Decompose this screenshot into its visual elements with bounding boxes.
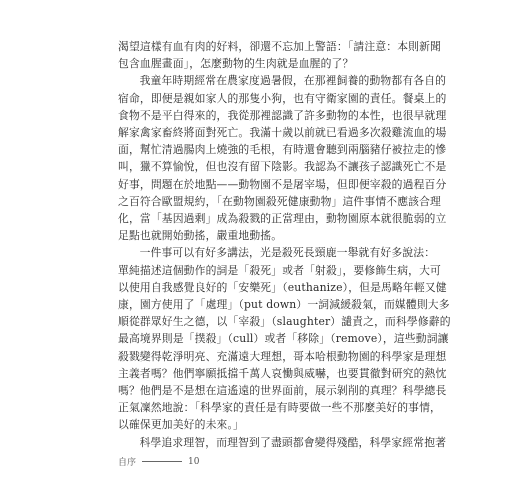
- page-number: 10: [188, 456, 200, 467]
- text-line: 以確保更加美好的未來。」: [118, 418, 244, 432]
- text-line: 最高境界則是「撲殺」（cull）或者「移除」（remove），這些動詞讓: [118, 332, 449, 346]
- page-footer: [118, 455, 199, 468]
- text-line: 足點也就開始動搖，嚴重地動搖。: [118, 229, 283, 243]
- text-line: 面，幫忙清過腸肉上燒強的毛根，有時還會聽到兩腦豬仔被拉走的慘: [118, 143, 447, 157]
- text-line: 主義者嗎？他們寧願抵擋千萬人哀慟與威嚇，也要貫徹對研究的熱忱: [118, 366, 447, 380]
- paragraph-4: [118, 434, 447, 451]
- text-line: 殺戮變得乾淨明亮、充滿遠大理想，哥本哈根動物園的科學家是理想: [118, 349, 447, 363]
- text-line: 叫，獵不算愉悅，但也沒有留下陰影。我認為不讓孩子認識死亡不是: [118, 160, 447, 174]
- text-line: 一件事可以有好多講法，光是殺死長頸鹿一舉就有好多說法：: [139, 246, 436, 260]
- text-line: 化，當「基因過剩」成為殺戮的正當理由，動物園原本就很脆弱的立: [118, 212, 447, 226]
- text-line: 嗎？他們是不是想在這遙遠的世界面前，展示剝削的真理？科學總長: [118, 384, 447, 398]
- footer-rule: [142, 461, 182, 462]
- body-text: [118, 38, 451, 451]
- text-line: 包含血腥畫面」，怎麼動物的生肉就是血腥的了？: [118, 57, 354, 71]
- text-line: 順從群眾好生之德，以「宰殺」（slaughter）譴責之，而科學修辭的: [118, 315, 451, 329]
- text-line: 單純描述這個動作的詞是「殺死」或者「射殺」，要修飾生病，大可: [118, 263, 442, 277]
- text-line: 解家禽家畜終將面對死亡。我滿十歲以前就已看過多次殺雞流血的場: [118, 126, 447, 140]
- text-line: 食物不是平白得來的，我從那裡認識了許多動物的本性，也很早就理: [118, 108, 447, 122]
- text-line: 我童年時期經常在農家度過暑假，在那裡飼養的動物都有各自的: [139, 74, 447, 88]
- text-line: 之百符合歐盟規約，「在動物園殺死健康動物」這件事情不應該合理: [118, 194, 442, 208]
- paragraph-1: [118, 38, 442, 72]
- text-line: 宿命，即便是親如家人的那隻小狗，也有守衛家園的責任。餐桌上的: [118, 91, 447, 105]
- text-line: 渴望這樣有血有肉的好料，卻還不忘加上警語：「請注意：本則新聞: [118, 40, 442, 53]
- text-line: 好事，問題在於地點——動物園不是屠宰場，但即便宰殺的過程百分: [118, 177, 447, 191]
- section-label: 自序: [118, 458, 137, 468]
- text-line: 科學追求理智，而理智到了盡頭都會變得殘酷，科學家經常抱著: [139, 435, 447, 449]
- text-line: 康，園方使用了「處理」（put down）一詞減緩殺氣，而媒體則大多: [118, 298, 450, 312]
- text-line: 以使用自我感覺良好的「安樂死」（euthanize），但是馬略年輕又健: [118, 280, 447, 294]
- paragraph-3: [118, 244, 451, 433]
- text-line: 正氣凜然地說：「科學家的責任是有時要做一些不那麼美好的事情，: [118, 401, 442, 415]
- paragraph-2: [118, 72, 447, 244]
